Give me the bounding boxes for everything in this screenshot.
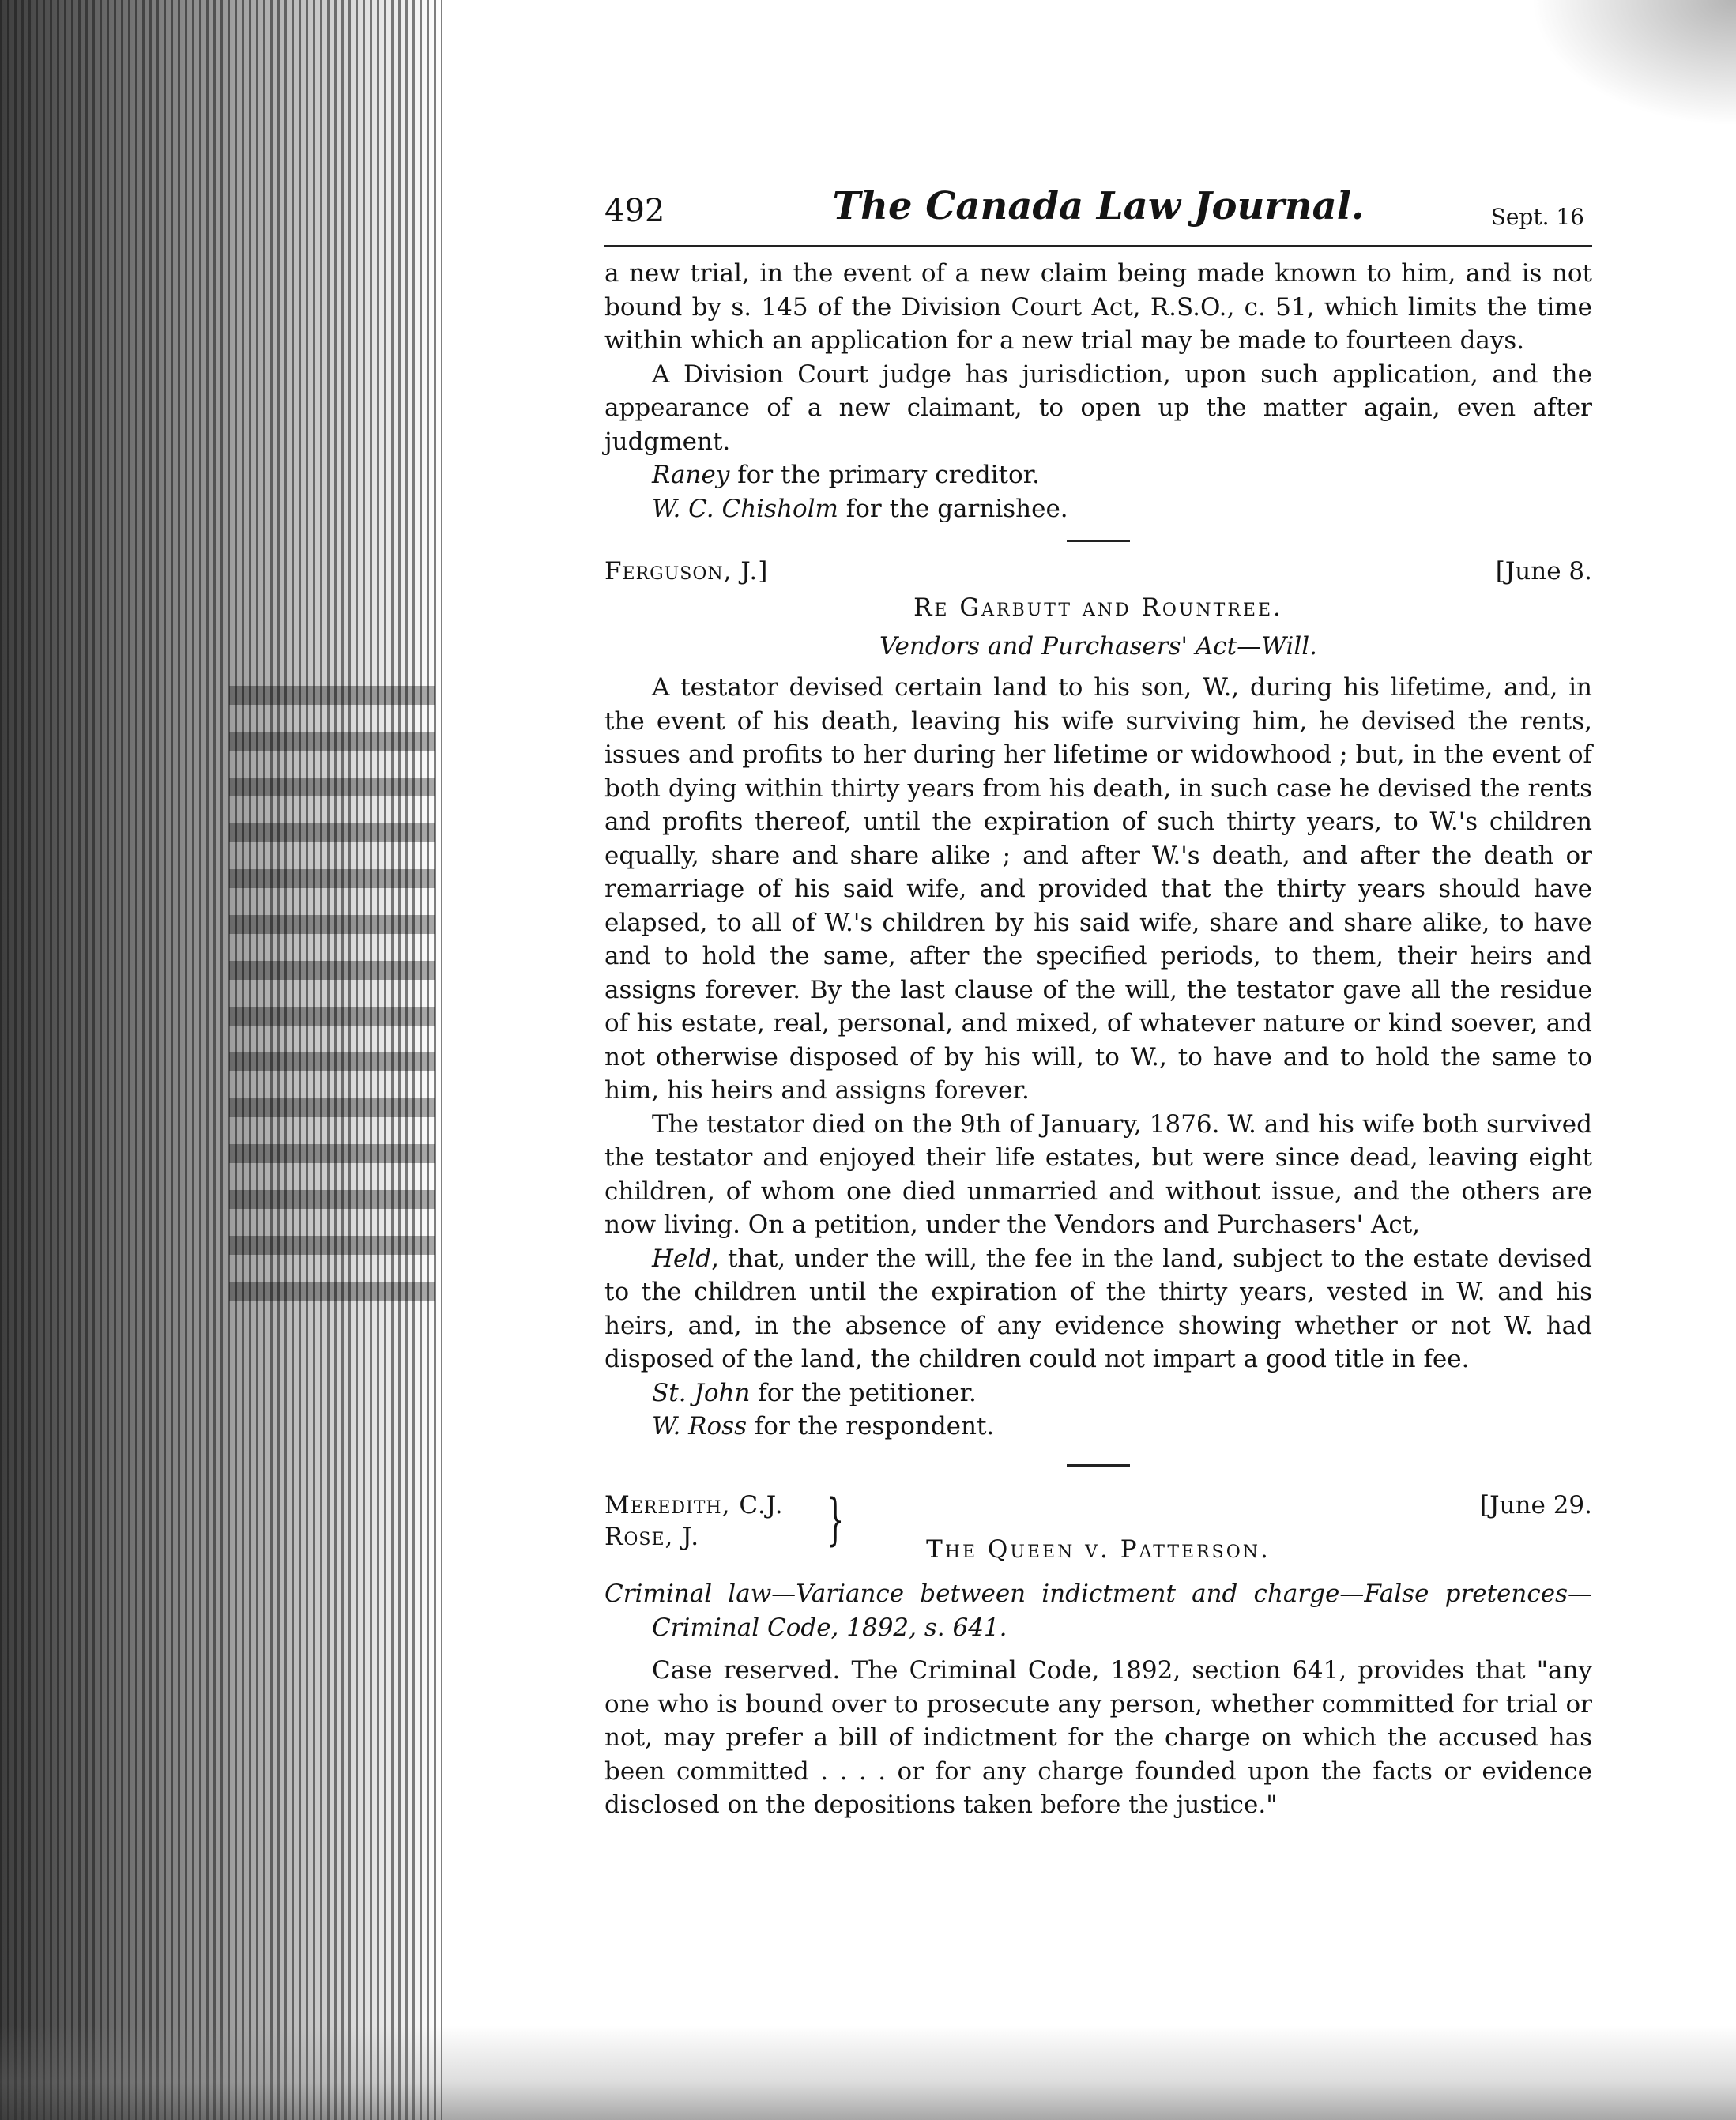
case1-paragraph-2: The testator died on the 9th of January, 1876. W. and his wife both survived the testator and enjoyed their life estates, but were since dead, leaving eight children, of whom one died unmarried and without issue, and the others are now living. On a petition, under the Vendors and Purchasers' Act, — [604, 1109, 1592, 1239]
issue-date: Sept. 16 — [1490, 204, 1584, 230]
case1-held — [604, 1242, 1592, 1376]
case1-judge: Ferguson, J.] — [604, 557, 769, 586]
held-text: , that, under the will, the fee in the land, subject to the estate devised to the children until the expiration of the thirty years, vested in W. and his heirs, and, in the absence of any evidence showing whether or not W. had disposed of the land, the children could not impart a good title in fee. — [604, 1244, 1592, 1373]
case1-title: Re Garbutt and Rountree. — [913, 593, 1283, 622]
case2-subject: Criminal law—Variance between indictment and charge—False pretences—Criminal Code, 1892, s. 641. — [604, 1580, 1592, 1642]
journal-title: The Canada Law Journal. — [832, 184, 1365, 228]
intro-paragraph-2: A Division Court judge has jurisdiction, upon such application, and the appearance of a new claimant, to open up the matter again, even after judgment. — [604, 360, 1592, 456]
judges-brace: } — [827, 1486, 845, 1552]
case1-counsel-1 — [604, 1376, 1592, 1410]
section-divider — [1067, 540, 1130, 542]
counsel-name: Raney — [652, 461, 730, 489]
journal-page — [604, 184, 1592, 1822]
case2-heading — [604, 1486, 1592, 1555]
intro-counsel-1 — [604, 458, 1592, 492]
counsel-name: St. John — [652, 1378, 751, 1407]
case1-subject: Vendors and Purchasers' Act—Will. — [879, 631, 1318, 661]
scan-shadow-corner — [1531, 0, 1736, 126]
case2-date: [June 29. — [1480, 1490, 1592, 1519]
section-divider — [1067, 1464, 1130, 1467]
counsel-name: W. C. Chisholm — [652, 494, 838, 523]
case2-title: The Queen v. Patterson. — [926, 1534, 1271, 1564]
counsel-role: for the petitioner. — [750, 1378, 977, 1407]
counsel-role: for the primary creditor. — [729, 461, 1040, 489]
page-number: 492 — [604, 193, 665, 229]
case2-judge-2: Rose, J. — [604, 1522, 700, 1551]
bleed-through-marks — [229, 680, 435, 1327]
case2-paragraph-1: Case reserved. The Criminal Code, 1892, section 641, provides that "any one who is bound over to prosecute any person, whether committed for trial or not, may prefer a bill of indictment for the charge on which the accused has been committed . . . . or for any charge founded upon the facts or evidence disclosed on the depositions taken before the justice." — [604, 1656, 1592, 1819]
case1-counsel-2 — [604, 1410, 1592, 1444]
counsel-role: for the garnishee. — [838, 494, 1068, 523]
case2-judge-1: Meredith, C.J. — [604, 1490, 784, 1519]
intro-paragraph-1: a new trial, in the event of a new claim being made known to him, and is not bound by s. 145 of the Division Court Act, R.S.O., c. 51, which limits the time within which an application for a new trial may be made to fourteen days. — [604, 259, 1592, 355]
case1-date: [June 8. — [1495, 557, 1592, 586]
case1-heading — [604, 555, 1592, 589]
scan-shadow-bottom — [0, 2025, 1736, 2120]
running-header — [604, 184, 1592, 247]
intro-counsel-2 — [604, 492, 1592, 526]
counsel-name: W. Ross — [652, 1412, 747, 1440]
case1-paragraph-1: A testator devised certain land to his son, W., during his lifetime, and, in the event of his death, leaving his wife surviving him, he devised the rents, issues and profits to her during her lifetime or widowhood ; but, in the event of both dying within thirty years from his death, in such case he devised the rents and profits thereof, until the expiration of such thirty years, to W.'s children equally, share and share alike ; and after W.'s death, and after the death or remarriage of his said wife, and provided that the thirty years should have elapsed, to all of W.'s children by his said wife, share and share alike, to have and to hold the same, after the specified periods, to them, their heirs and assigns forever. By the last clause of the will, the testator gave all the residue of his estate, real, personal, and mixed, of whatever nature or kind soever, and not otherwise disposed of by his will, to W., to have and to hold the same to him, his heirs and assigns forever. — [604, 673, 1592, 1105]
counsel-role: for the respondent. — [746, 1412, 995, 1440]
held-label: Held — [652, 1244, 712, 1273]
